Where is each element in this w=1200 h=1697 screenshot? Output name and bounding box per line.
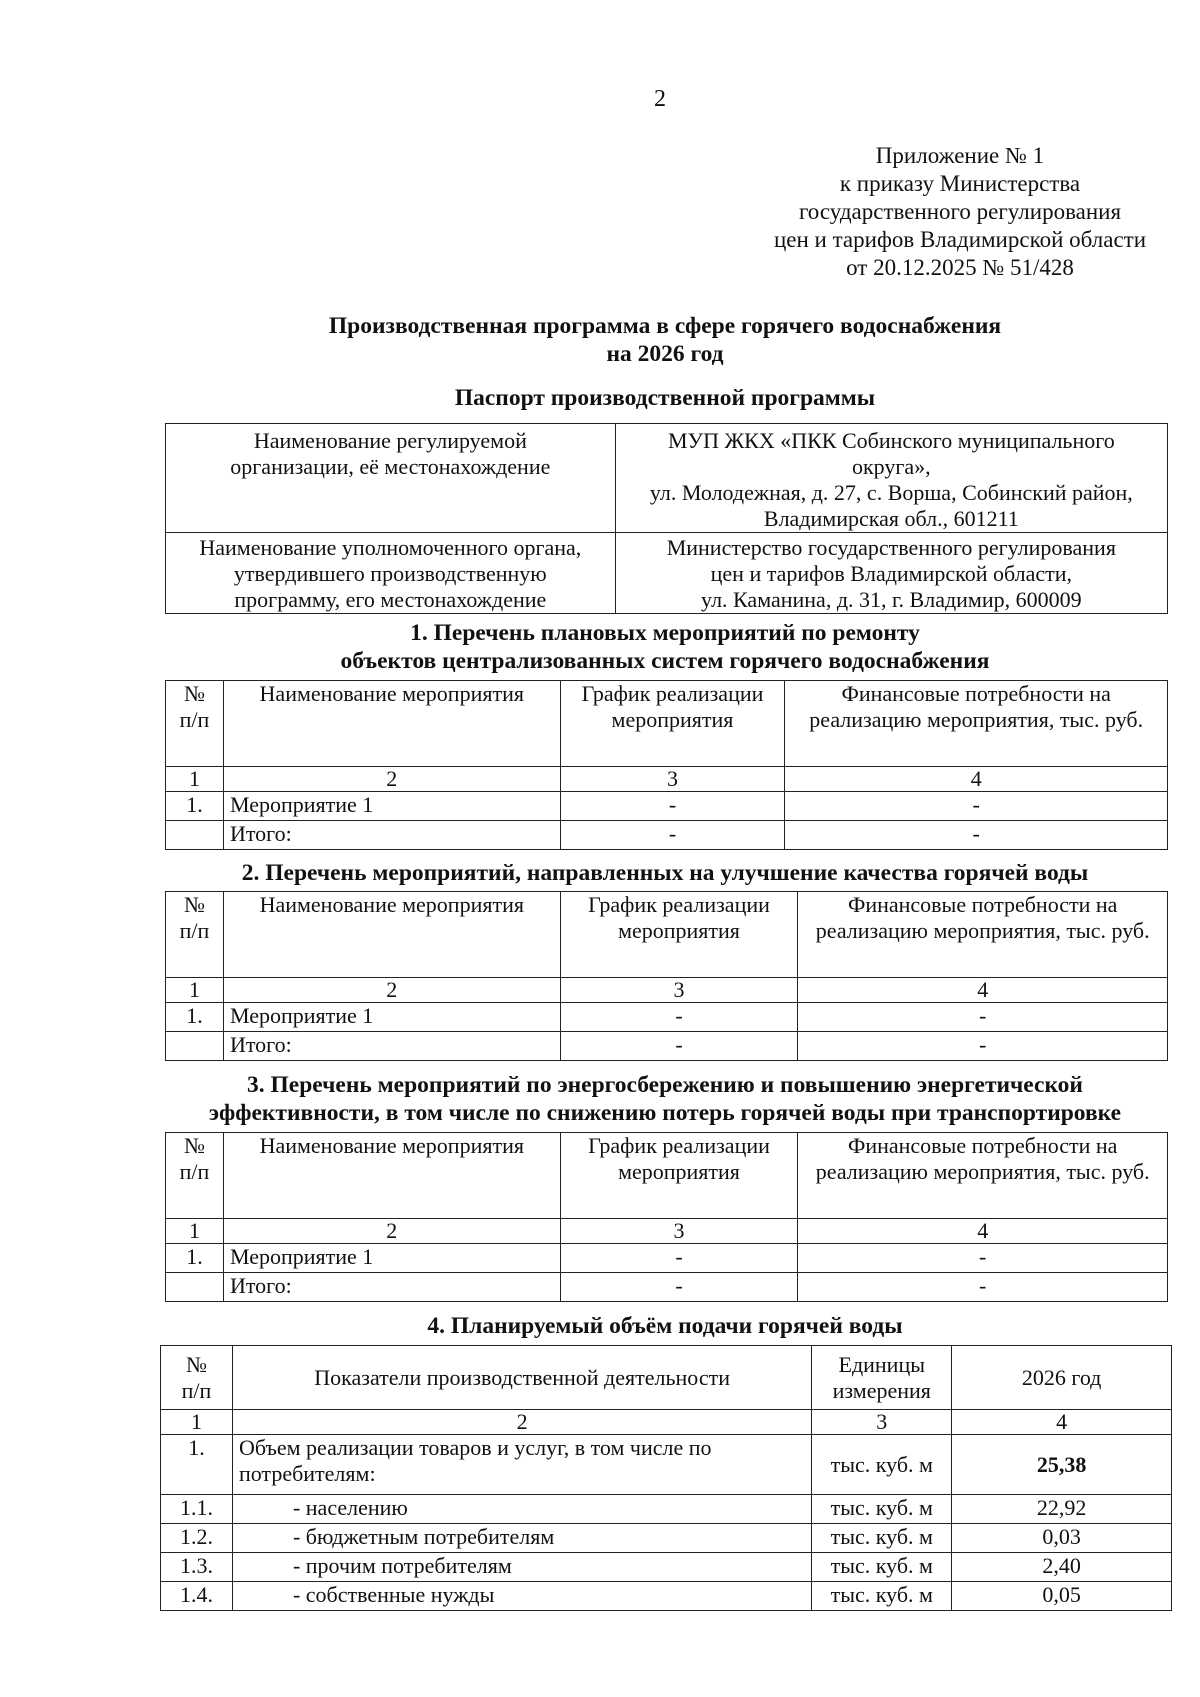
row-value: 2,40	[952, 1553, 1172, 1582]
section3-heading	[160, 1071, 1170, 1127]
section3-heading-line: 3. Перечень мероприятий по энергосбережению и повышению энергетической	[247, 1072, 1083, 1098]
row-value: 25,38	[952, 1435, 1172, 1495]
total-label: Итого:	[223, 821, 560, 850]
row-indicator: - населению	[232, 1495, 811, 1524]
col-number: 3	[560, 1219, 798, 1244]
col-year-header: 2026 год	[952, 1346, 1172, 1410]
appendix-line: к приказу Министерства	[839, 171, 1081, 196]
passport-authority-label-line: утвердившего производственную	[233, 561, 547, 586]
col-number: 3	[560, 767, 785, 792]
col-no-header-line: п/п	[179, 707, 210, 732]
col-number: 1	[166, 1219, 224, 1244]
col-no-header-line: №	[183, 892, 205, 917]
col-no-header	[166, 892, 224, 978]
col-no-header	[161, 1346, 233, 1410]
col-no-header-line: п/п	[179, 1159, 210, 1184]
total-finance: -	[798, 1273, 1168, 1302]
total-label: Итого:	[223, 1273, 560, 1302]
total-no	[166, 1032, 224, 1061]
row-schedule: -	[560, 1244, 798, 1273]
passport-org-label: Наименование регулируемой организации, её местонахождение	[166, 424, 616, 533]
row-value: 0,05	[952, 1582, 1172, 1611]
col-unit-header: Единицы измерения	[812, 1346, 952, 1410]
row-indicator: Объем реализации товаров и услуг, в том числе по потребителям:	[232, 1435, 811, 1495]
section3-heading-line: эффективности, в том числе по снижению потерь горячей воды при транспортировке	[208, 1100, 1122, 1126]
row-schedule: -	[560, 1003, 798, 1032]
row-indicator: - бюджетным потребителям	[232, 1524, 811, 1553]
section3-table	[165, 1132, 1168, 1302]
row-unit: тыс. куб. м	[812, 1435, 952, 1495]
passport-org-value-line: округа»,	[851, 454, 931, 479]
page-number: 2	[654, 86, 666, 112]
row-value: 0,03	[952, 1524, 1172, 1553]
col-finance-header: Финансовые потребности на реализацию мероприятия, тыс. руб.	[798, 892, 1168, 978]
col-number: 1	[166, 978, 224, 1003]
section4-heading: 4. Планируемый объём подачи горячей воды	[427, 1313, 903, 1339]
row-unit: тыс. куб. м	[812, 1553, 952, 1582]
row-no: 1.	[166, 1244, 224, 1273]
passport-authority-value-line: Министерство государственного регулирования	[666, 535, 1116, 560]
col-no-header-line: п/п	[181, 1377, 212, 1403]
passport-authority-label	[166, 533, 616, 614]
passport-org-value-line: МУП ЖКХ «ПКК Собинского муниципального	[667, 428, 1115, 453]
passport-org-value-line: ул. Молодежная, д. 27, с. Ворша, Собинский район,	[649, 480, 1133, 505]
passport-authority-value	[615, 533, 1167, 614]
col-no-header-line: п/п	[179, 918, 210, 943]
row-no: 1.	[166, 792, 224, 821]
col-number: 2	[223, 978, 560, 1003]
row-unit: тыс. куб. м	[812, 1582, 952, 1611]
program-title-year: на 2026 год	[606, 341, 724, 367]
program-title	[160, 312, 1170, 368]
table-row	[161, 1553, 1172, 1582]
passport-table	[165, 423, 1168, 614]
col-no-header-line: №	[183, 681, 205, 706]
row-finance: -	[798, 1003, 1168, 1032]
col-no-header-line: №	[185, 1351, 207, 1377]
section2-table	[165, 891, 1168, 1061]
passport-authority-label-line: Наименование уполномоченного органа,	[199, 535, 582, 560]
total-no	[166, 821, 224, 850]
col-number: 3	[560, 978, 798, 1003]
row-unit: тыс. куб. м	[812, 1524, 952, 1553]
col-number: 4	[785, 767, 1168, 792]
passport-org-value-line: Владимирская обл., 601211	[763, 506, 1019, 531]
col-number: 4	[798, 978, 1168, 1003]
row-value: 22,92	[952, 1495, 1172, 1524]
table-row	[161, 1435, 1172, 1495]
col-no-header	[166, 681, 224, 767]
col-number: 4	[952, 1410, 1172, 1435]
appendix-block	[740, 142, 1180, 282]
col-indicator-header: Показатели производственной деятельности	[232, 1346, 811, 1410]
row-no: 1.3.	[161, 1553, 233, 1582]
appendix-line: государственного регулирования	[798, 199, 1122, 224]
col-name-header: Наименование мероприятия	[223, 892, 560, 978]
row-no: 1.4.	[161, 1582, 233, 1611]
col-finance-header: Финансовые потребности на реализацию мероприятия, тыс. руб.	[798, 1133, 1168, 1219]
row-indicator: - прочим потребителям	[232, 1553, 811, 1582]
appendix-line: Приложение № 1	[875, 143, 1045, 168]
row-name: Мероприятие 1	[223, 1244, 560, 1273]
section2-heading: 2. Перечень мероприятий, направленных на улучшение качества горячей воды	[241, 860, 1089, 886]
col-number: 2	[223, 1219, 560, 1244]
total-schedule: -	[560, 1032, 798, 1061]
row-name: Мероприятие 1	[223, 1003, 560, 1032]
row-unit: тыс. куб. м	[812, 1495, 952, 1524]
section1-table	[165, 680, 1168, 850]
passport-authority-label-line: программу, его местонахождение	[234, 587, 547, 612]
col-number: 1	[166, 767, 224, 792]
row-name: Мероприятие 1	[223, 792, 560, 821]
row-no: 1.	[161, 1435, 233, 1495]
col-number: 2	[223, 767, 560, 792]
appendix-line: от 20.12.2025 № 51/428	[846, 255, 1074, 280]
table-row	[161, 1524, 1172, 1553]
row-no: 1.2.	[161, 1524, 233, 1553]
col-schedule-header: График реализации мероприятия	[560, 892, 798, 978]
total-schedule: -	[560, 1273, 798, 1302]
row-finance: -	[798, 1244, 1168, 1273]
col-number: 3	[812, 1410, 952, 1435]
total-no	[166, 1273, 224, 1302]
col-schedule-header: График реализации мероприятия	[560, 1133, 798, 1219]
row-no: 1.	[166, 1003, 224, 1032]
row-finance: -	[785, 792, 1168, 821]
row-no: 1.1.	[161, 1495, 233, 1524]
section1-heading-line: 1. Перечень плановых мероприятий по ремонту	[410, 620, 920, 646]
total-finance: -	[798, 1032, 1168, 1061]
total-label: Итого:	[223, 1032, 560, 1061]
appendix-line: цен и тарифов Владимирской области	[773, 227, 1147, 252]
total-schedule: -	[560, 821, 785, 850]
passport-title: Паспорт производственной программы	[454, 385, 876, 411]
total-finance: -	[785, 821, 1168, 850]
col-no-header	[166, 1133, 224, 1219]
section1-heading-line: объектов централизованных систем горячего водоснабжения	[340, 648, 990, 674]
row-indicator: - собственные нужды	[232, 1582, 811, 1611]
col-number: 4	[798, 1219, 1168, 1244]
section1-heading	[160, 619, 1170, 675]
col-number: 1	[161, 1410, 233, 1435]
col-no-header-line: №	[183, 1133, 205, 1158]
col-schedule-header: График реализации мероприятия	[560, 681, 785, 767]
passport-authority-value-line: цен и тарифов Владимирской области,	[710, 561, 1073, 586]
table-row	[161, 1582, 1172, 1611]
program-title-line: Производственная программа в сфере горячего водоснабжения	[328, 313, 1002, 339]
col-finance-header: Финансовые потребности на реализацию мероприятия, тыс. руб.	[785, 681, 1168, 767]
col-number: 2	[232, 1410, 811, 1435]
table-row	[161, 1495, 1172, 1524]
row-schedule: -	[560, 792, 785, 821]
section4-table	[160, 1345, 1172, 1611]
col-name-header: Наименование мероприятия	[223, 681, 560, 767]
col-name-header: Наименование мероприятия	[223, 1133, 560, 1219]
passport-authority-value-line: ул. Каманина, д. 31, г. Владимир, 600009	[701, 587, 1082, 612]
passport-org-value	[615, 424, 1167, 533]
